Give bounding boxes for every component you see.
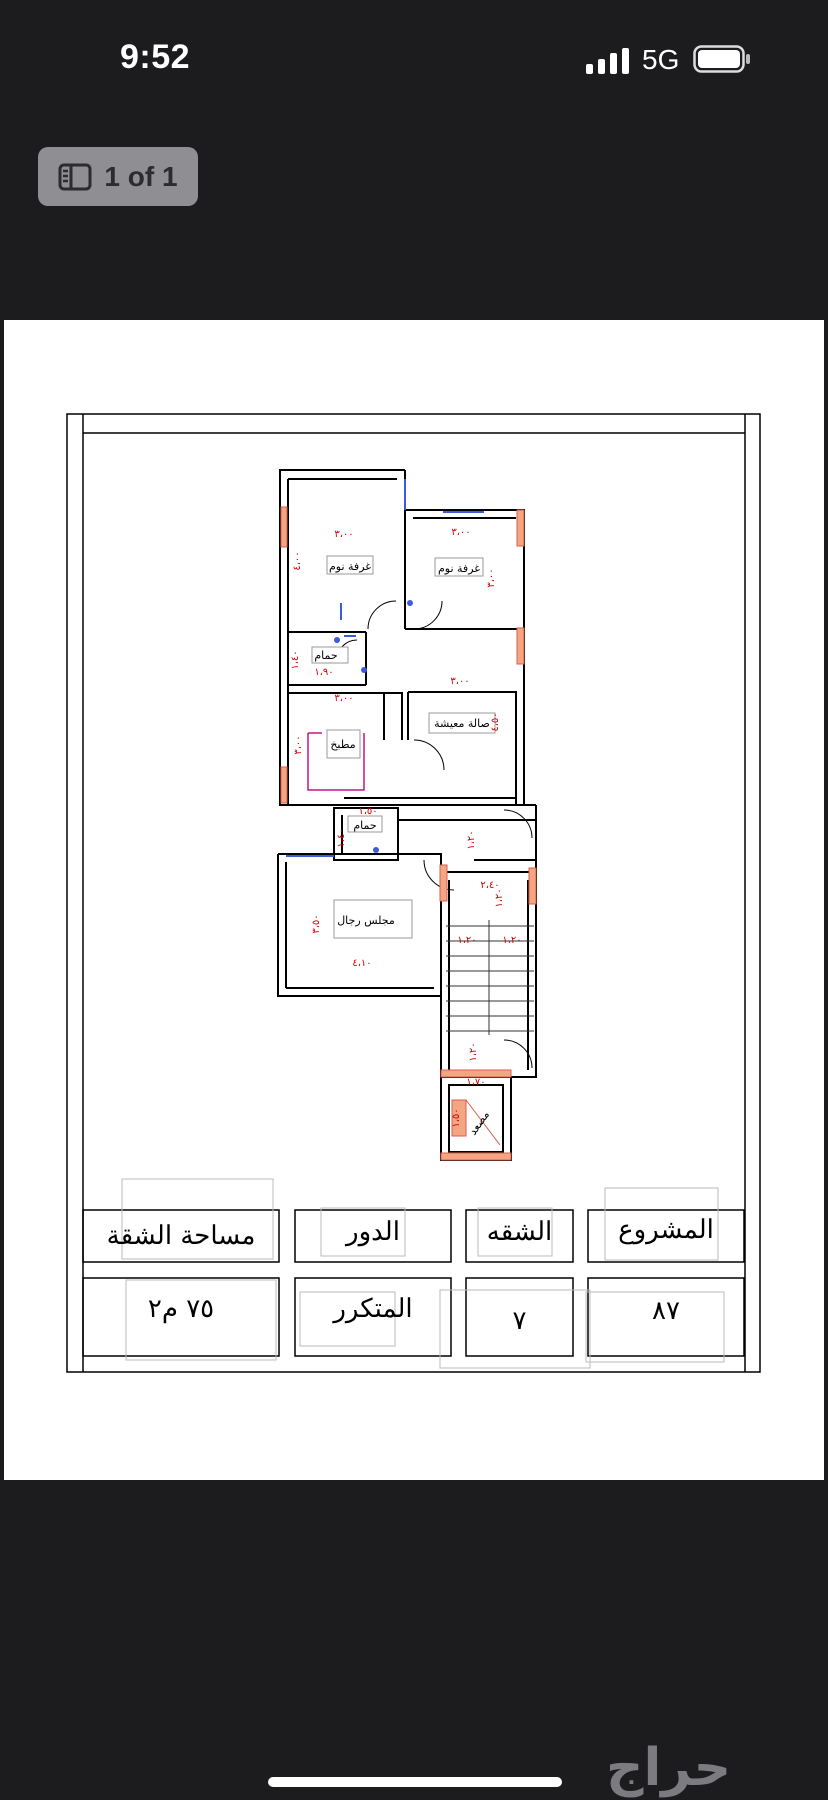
dimension-label: ٣،٥٠ [311, 914, 322, 934]
dimension-label: ١،٥٠ [451, 1108, 462, 1128]
dimension-label: ٣،٠٠ [334, 529, 354, 540]
dimension-label: ١،٥٠ [358, 806, 378, 817]
dimension-label: ٣،٠٠ [334, 693, 354, 704]
home-indicator[interactable] [268, 1777, 562, 1787]
dimension-label: ٣،٠٠ [486, 568, 497, 588]
dimension-label: ١،٢٠ [502, 935, 522, 946]
sidebar-icon [58, 163, 92, 191]
header-apartment: الشقه [486, 1217, 553, 1247]
room-label: مطبخ [330, 738, 356, 751]
status-time: 9:52 [120, 38, 191, 76]
value-project: ٨٧ [652, 1296, 680, 1326]
header-project: المشروع [618, 1215, 714, 1245]
dimension-label: ١،٢٠ [468, 1042, 479, 1062]
room-label: مجلس رجال [337, 914, 395, 927]
dimension-label: ١،٢٠ [466, 830, 477, 850]
room-label: صالة معيشة [434, 717, 490, 730]
dimension-label: ٣،٠٠ [293, 735, 304, 755]
dimension-label: ٤،٠٠ [292, 551, 303, 571]
page-indicator-label: 1 of 1 [104, 160, 178, 192]
dimension-label: ١،٤٠ [290, 650, 301, 670]
room-label: غرفة نوم [328, 560, 372, 573]
value-apartment-area: ٧٥ م٢ [147, 1294, 215, 1324]
dimension-label: ٣،٠٠ [451, 527, 471, 538]
dimension-label: ٤،٥٠ [490, 712, 501, 732]
dimension-label: ٢،٤٠ [480, 880, 500, 891]
header-apartment-area: مساحة الشقة [106, 1221, 256, 1251]
dimension-label: ١،٩٠ [314, 667, 334, 678]
dimension-label: ٣،٠٠ [450, 676, 470, 687]
watermark-logo: حراج [606, 1738, 732, 1798]
battery-icon [693, 45, 751, 73]
status-bar [0, 0, 828, 120]
header-floor: الدور [346, 1217, 400, 1247]
room-label: غرفة نوم [437, 562, 481, 575]
page-indicator-button[interactable] [38, 147, 198, 206]
dimension-label: ١،٧٠ [466, 1077, 486, 1088]
value-apartment: ٧ [512, 1306, 527, 1336]
signal-icon [586, 48, 630, 74]
value-floor: المتكرر [333, 1294, 413, 1324]
room-label: حمام [314, 649, 338, 662]
document-page [4, 320, 824, 1480]
network-type: 5G [642, 44, 680, 75]
dimension-label: ١،٤٠ [336, 828, 347, 848]
room-label: حمام [353, 819, 377, 832]
dimension-label: ١،٢٠ [457, 935, 477, 946]
dimension-label: ١،٢٠ [494, 888, 505, 908]
dimension-label: ٤،١٠ [352, 958, 372, 969]
room-label: مصعد [466, 1108, 493, 1138]
